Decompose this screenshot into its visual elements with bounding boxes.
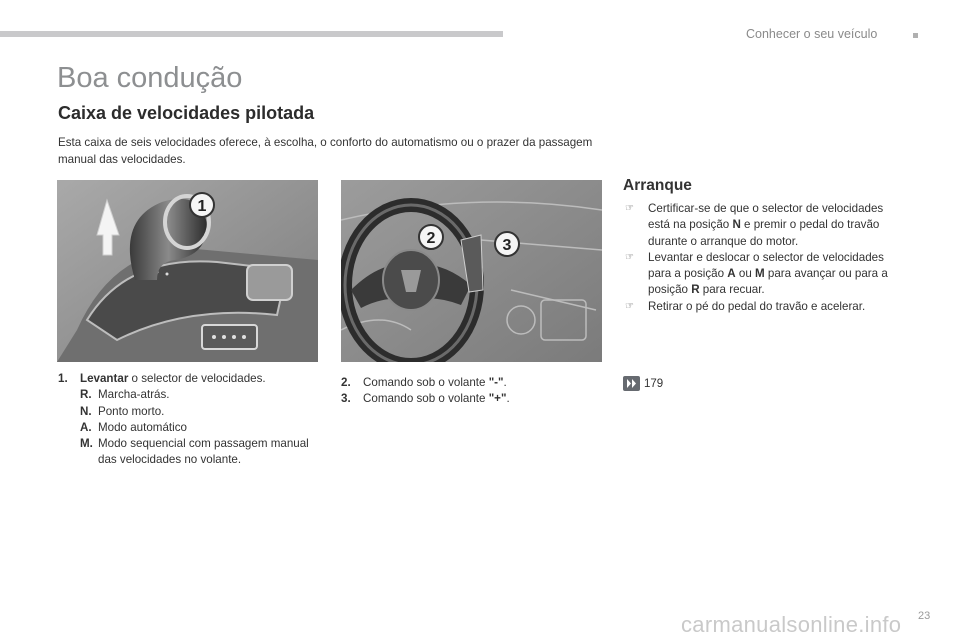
item-text: o selector de velocidades. xyxy=(128,372,266,385)
list-item: ☞ Certificar-se de que o selector de velocidades está na posição N e premir o pedal do travão durante o arranque do motor. xyxy=(625,202,884,248)
list-item: ☞ Retirar o pé do pedal do travão e acelerar. xyxy=(623,299,893,315)
reference-page-number: 179 xyxy=(644,377,664,390)
page-subtitle: Caixa de velocidades pilotada xyxy=(58,103,315,123)
list-item: ☞ Levantar e deslocar o selector de velocidades para a posição A ou M para avançar ou para a posição R para recuar. xyxy=(625,250,888,297)
selector-legend xyxy=(58,371,328,469)
callout-1: 1 xyxy=(197,198,207,215)
list-subitem: A. Modo automático xyxy=(80,420,187,434)
list-subitem: M. Modo sequencial com passagem manual das velocidades no volante. xyxy=(80,437,309,467)
section-marker xyxy=(913,33,918,38)
reference-arrow-icon xyxy=(623,376,640,391)
header-bar xyxy=(0,31,503,37)
callout-2: 2 xyxy=(426,230,436,247)
gear-selector-illustration xyxy=(57,180,318,362)
bullet-icon: ☞ xyxy=(625,300,634,312)
bullet-icon: ☞ xyxy=(625,203,634,214)
page-reference-link[interactable] xyxy=(623,376,663,391)
item-lead: Levantar xyxy=(80,372,129,385)
list-item: 2. Comando sob o volante "-". xyxy=(341,376,507,389)
watermark: carmanualsonline.info xyxy=(681,612,902,637)
bullet-icon: ☞ xyxy=(625,251,634,263)
list-item: 3. Comando sob o volante "+". xyxy=(341,392,510,406)
arranque-steps xyxy=(623,201,893,315)
page-title: Boa condução xyxy=(57,62,243,94)
arranque-heading: Arranque xyxy=(623,177,692,194)
section-title: Conhecer o seu veículo xyxy=(746,27,878,41)
callout-3: 3 xyxy=(502,237,512,254)
item-number: 1. xyxy=(58,372,68,385)
intro-paragraph: Esta caixa de seis velocidades oferece, à escolha, o conforto do automatismo ou o prazer da passagem manual das velocidades. xyxy=(58,136,593,166)
page-number: 23 xyxy=(918,610,931,622)
list-subitem: R. Marcha-atrás. xyxy=(80,388,170,402)
list-subitem: N. Ponto morto. xyxy=(80,404,165,418)
wheel-control-legend xyxy=(341,375,601,408)
steering-wheel-illustration xyxy=(341,180,602,362)
list-item xyxy=(58,371,328,387)
